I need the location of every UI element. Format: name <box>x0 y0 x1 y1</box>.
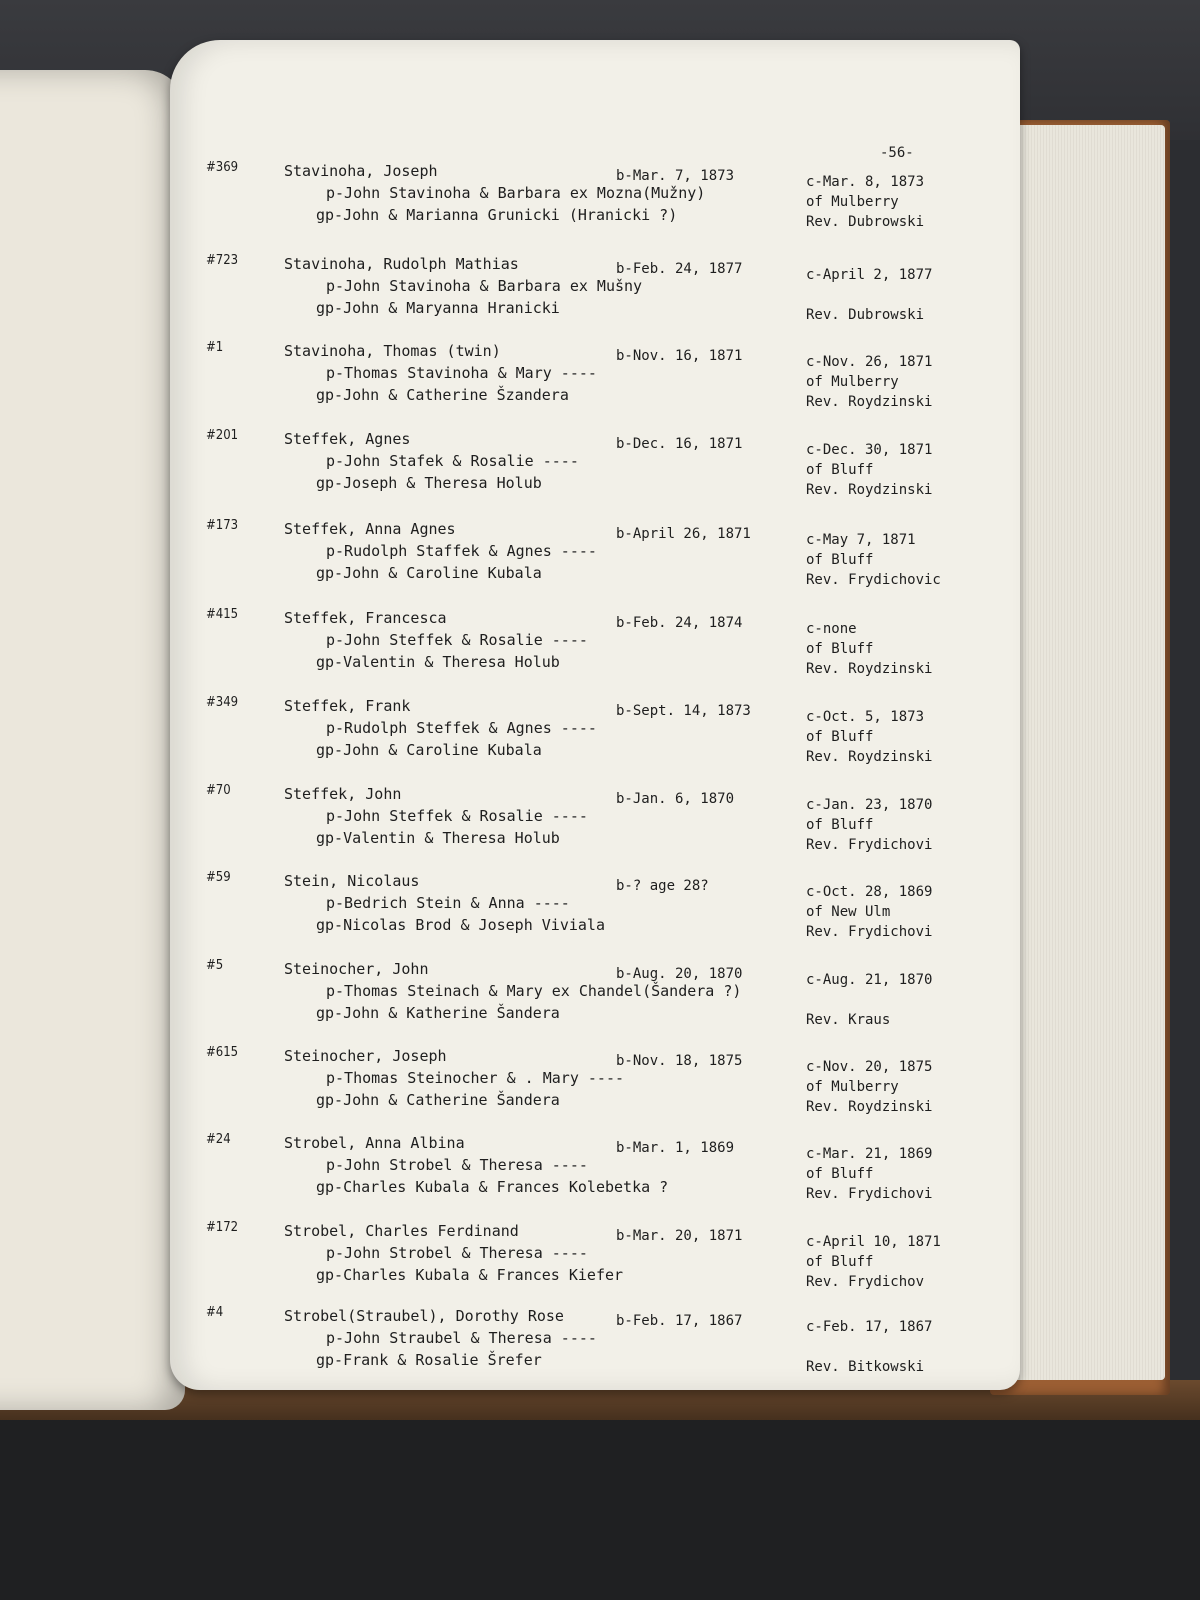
entry-birth-date: b-Mar. 20, 1871 <box>616 1228 743 1244</box>
entry-name: Steffek, Anna Agnes <box>284 520 456 538</box>
entry-officiant: Rev. Frydichovic <box>806 572 941 588</box>
register-entry <box>170 695 1020 785</box>
entry-grandparents: gp-John & Maryanna Hranicki <box>316 299 560 317</box>
entry-christening-date: c-none <box>806 621 857 637</box>
register-entry <box>170 1045 1020 1135</box>
entry-name: Steffek, Agnes <box>284 430 411 448</box>
entry-officiant: Rev. Roydzinski <box>806 482 933 498</box>
entry-grandparents: gp-John & Caroline Kubala <box>316 564 542 582</box>
entry-grandparents: gp-Valentin & Theresa Holub <box>316 653 560 671</box>
entry-grandparents: gp-Valentin & Theresa Holub <box>316 829 560 847</box>
entry-officiant: Rev. Frydichovi <box>806 1186 933 1202</box>
entry-name: Steffek, John <box>284 785 402 803</box>
entry-officiant: Rev. Frydichovi <box>806 924 933 940</box>
register-entry <box>170 1220 1020 1310</box>
entry-christening-place: of Mulberry <box>806 1079 899 1095</box>
entry-parents: p-John Stafek & Rosalie ---- <box>326 452 579 470</box>
entry-grandparents: gp-John & Catherine Šandera <box>316 1091 560 1109</box>
entry-christening-place: of Bluff <box>806 552 874 568</box>
entry-officiant: Rev. Kraus <box>806 1012 891 1028</box>
entry-birth-date: b-April 26, 1871 <box>616 526 751 542</box>
entry-number: #4 <box>206 1305 224 1320</box>
entry-birth-date: b-Mar. 7, 1873 <box>616 168 735 184</box>
entry-christening-place: of Bluff <box>806 641 874 657</box>
register-entry <box>170 958 1020 1048</box>
entry-christening-date: c-May 7, 1871 <box>806 532 916 548</box>
entry-parents: p-John Straubel & Theresa ---- <box>326 1329 597 1347</box>
entry-parents: p-John Steffek & Rosalie ---- <box>326 807 588 825</box>
entry-birth-date: b-Feb. 24, 1877 <box>616 261 743 277</box>
entry-parents: p-John Stavinoha & Barbara ex Mozna(Mužny) <box>326 184 706 202</box>
entry-birth-date: b-Jan. 6, 1870 <box>616 791 735 807</box>
entry-christening-date: c-Nov. 26, 1871 <box>806 354 933 370</box>
entry-christening-place: of New Ulm <box>806 904 891 920</box>
entry-officiant: Rev. Frydichovi <box>806 837 933 853</box>
entry-grandparents: gp-Charles Kubala & Frances Kolebetka ? <box>316 1178 669 1196</box>
entry-officiant: Rev. Dubrowski <box>806 307 925 323</box>
book-page <box>170 40 1020 1390</box>
entry-parents: p-Rudolph Steffek & Agnes ---- <box>326 719 597 737</box>
entry-number: #59 <box>206 870 231 885</box>
register-entry <box>170 160 1020 250</box>
entry-name: Steinocher, Joseph <box>284 1047 447 1065</box>
entry-birth-date: b-Mar. 1, 1869 <box>616 1140 735 1156</box>
entry-christening-date: c-Jan. 23, 1870 <box>806 797 933 813</box>
register-entry <box>170 428 1020 518</box>
entry-number: #173 <box>206 518 239 533</box>
entry-name: Steffek, Francesca <box>284 609 447 627</box>
entry-parents: p-Thomas Steinach & Mary ex Chandel(Šandera ?) <box>326 982 742 1000</box>
register-entry <box>170 783 1020 873</box>
entry-name: Stein, Nicolaus <box>284 872 420 890</box>
register-entry <box>170 1305 1020 1390</box>
entry-name: Stavinoha, Thomas (twin) <box>284 342 501 360</box>
page-number: -56- <box>880 145 914 161</box>
entry-officiant: Rev. Roydzinski <box>806 749 933 765</box>
entry-christening-date: c-Nov. 20, 1875 <box>806 1059 933 1075</box>
entry-parents: p-Thomas Stavinoha & Mary ---- <box>326 364 597 382</box>
entry-birth-date: b-Aug. 20, 1870 <box>616 966 743 982</box>
entry-name: Steinocher, John <box>284 960 429 978</box>
register-entry <box>170 870 1020 960</box>
entry-parents: p-Rudolph Staffek & Agnes ---- <box>326 542 597 560</box>
entry-birth-date: b-Feb. 24, 1874 <box>616 615 743 631</box>
entry-christening-date: c-Mar. 21, 1869 <box>806 1146 933 1162</box>
entry-name: Strobel(Straubel), Dorothy Rose <box>284 1307 564 1325</box>
entry-grandparents: gp-Nicolas Brod & Joseph Viviala <box>316 916 605 934</box>
entry-grandparents: gp-John & Katherine Šandera <box>316 1004 560 1022</box>
entry-officiant: Rev. Bitkowski <box>806 1359 925 1375</box>
entry-parents: p-Bedrich Stein & Anna ---- <box>326 894 570 912</box>
entry-officiant: Rev. Roydzinski <box>806 394 933 410</box>
entry-parents: p-John Strobel & Theresa ---- <box>326 1244 588 1262</box>
entry-parents: p-John Stavinoha & Barbara ex Mušny <box>326 277 643 295</box>
background-bottom <box>0 1420 1200 1600</box>
register-entry <box>170 253 1020 343</box>
entry-christening-date: c-Oct. 28, 1869 <box>806 884 933 900</box>
entry-number: #615 <box>206 1045 239 1060</box>
entry-birth-date: b-Nov. 16, 1871 <box>616 348 743 364</box>
entry-grandparents: gp-Joseph & Theresa Holub <box>316 474 542 492</box>
entry-number: #172 <box>206 1220 239 1235</box>
entry-christening-place: of Bluff <box>806 817 874 833</box>
entry-number: #415 <box>206 607 239 622</box>
entry-officiant: Rev. Frydichov <box>806 1274 925 1290</box>
entry-christening-date: c-Oct. 5, 1873 <box>806 709 925 725</box>
page-stack-edges <box>1005 125 1165 1380</box>
entry-number: #349 <box>206 695 239 710</box>
entry-grandparents: gp-Frank & Rosalie Šrefer <box>316 1351 542 1369</box>
entry-number: #24 <box>206 1132 231 1147</box>
entry-christening-place: of Mulberry <box>806 194 899 210</box>
entry-christening-date: c-Dec. 30, 1871 <box>806 442 933 458</box>
register-entry <box>170 607 1020 697</box>
entry-grandparents: gp-John & Caroline Kubala <box>316 741 542 759</box>
entry-christening-place: of Bluff <box>806 1166 874 1182</box>
entry-name: Stavinoha, Rudolph Mathias <box>284 255 519 273</box>
entry-parents: p-Thomas Steinocher & . Mary ---- <box>326 1069 625 1087</box>
entry-birth-date: b-Dec. 16, 1871 <box>616 436 743 452</box>
entry-birth-date: b-Nov. 18, 1875 <box>616 1053 743 1069</box>
entry-christening-date: c-Mar. 8, 1873 <box>806 174 925 190</box>
entry-officiant: Rev. Roydzinski <box>806 1099 933 1115</box>
entry-name: Stavinoha, Joseph <box>284 162 438 180</box>
entry-number: #70 <box>206 783 231 798</box>
entry-grandparents: gp-Charles Kubala & Frances Kiefer <box>316 1266 624 1284</box>
register-entry <box>170 518 1020 608</box>
entry-parents: p-John Steffek & Rosalie ---- <box>326 631 588 649</box>
entry-christening-date: c-Feb. 17, 1867 <box>806 1319 933 1335</box>
entry-christening-date: c-Aug. 21, 1870 <box>806 972 933 988</box>
register-entry <box>170 1132 1020 1222</box>
entry-officiant: Rev. Dubrowski <box>806 214 925 230</box>
entry-number: #5 <box>206 958 224 973</box>
entry-number: #1 <box>206 340 224 355</box>
entry-christening-date: c-April 10, 1871 <box>806 1234 941 1250</box>
entry-parents: p-John Strobel & Theresa ---- <box>326 1156 588 1174</box>
left-page <box>0 70 185 1410</box>
entry-name: Strobel, Anna Albina <box>284 1134 465 1152</box>
entry-christening-place: of Mulberry <box>806 374 899 390</box>
entry-name: Steffek, Frank <box>284 697 411 715</box>
entry-name: Strobel, Charles Ferdinand <box>284 1222 519 1240</box>
entry-number: #369 <box>206 160 239 175</box>
entry-birth-date: b-Sept. 14, 1873 <box>616 703 751 719</box>
entry-number: #723 <box>206 253 239 268</box>
entry-number: #201 <box>206 428 239 443</box>
entry-christening-date: c-April 2, 1877 <box>806 267 933 283</box>
entry-birth-date: b-? age 28? <box>616 878 709 894</box>
entry-grandparents: gp-John & Marianna Grunicki (Hranicki ?) <box>316 206 678 224</box>
entry-christening-place: of Bluff <box>806 462 874 478</box>
entry-christening-place: of Bluff <box>806 1254 874 1270</box>
entry-birth-date: b-Feb. 17, 1867 <box>616 1313 743 1329</box>
entry-christening-place: of Bluff <box>806 729 874 745</box>
entry-officiant: Rev. Roydzinski <box>806 661 933 677</box>
register-entry <box>170 340 1020 430</box>
entry-grandparents: gp-John & Catherine Šzandera <box>316 386 569 404</box>
